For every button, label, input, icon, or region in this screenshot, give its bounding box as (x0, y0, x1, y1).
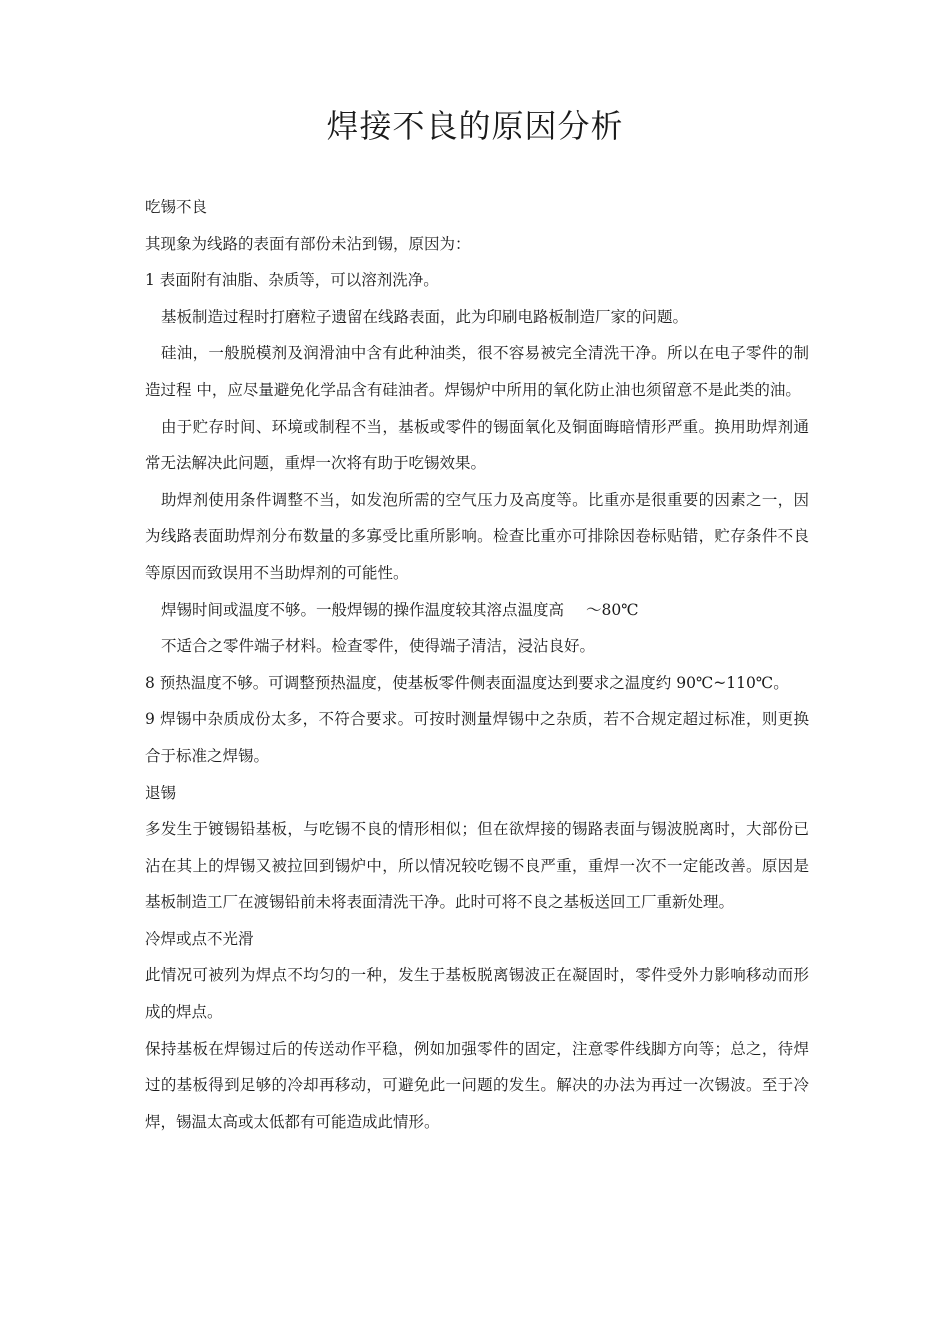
section-heading-poor-wetting: 吃锡不良 (145, 198, 208, 216)
list-item-6-temperature: ～80℃ (586, 600, 639, 619)
list-item-5: 助焊剂使用条件调整不当，如发泡所需的空气压力及高度等。比重亦是很重要的因素之一，因为线路表面助焊剂分布数量的多寡受比重所影响。检查比重亦可排除因卷标贴错，贮存条件不良等原因而致误用不当助焊剂的可能性。 (145, 490, 809, 582)
document-body (145, 189, 809, 1140)
list-item-6 (145, 592, 809, 629)
document-title: 焊接不良的原因分析 (326, 107, 624, 145)
paragraph-dewetting: 多发生于镀锡铅基板，与吃锡不良的情形相似；但在欲焊接的锡路表面与锡波脱离时，大部份已沾在其上的焊锡又被拉回到锡炉中，所以情况较吃锡不良严重，重焊一次不一定能改善。原因是基板制造工厂在渡锡铅前未将表面清洗干净。此时可将不良之基板送回工厂重新处理。 (145, 820, 809, 912)
list-item-6-text: 焊锡时间或温度不够。一般焊锡的操作温度较其溶点温度高 (161, 600, 565, 619)
list-item-3: 硅油，一般脱模剂及润滑油中含有此种油类，很不容易被完全清洗干净。所以在电子零件的制造过程 中，应尽量避免化学品含有硅油者。焊锡炉中所用的氧化防止油也须留意不是此类的油。 (145, 344, 809, 399)
paragraph-cold-solder-1: 此情况可被列为焊点不均匀的一种，发生于基板脱离锡波正在凝固时，零件受外力影响移动而形成的焊点。 (145, 966, 809, 1022)
list-item-4: 由于贮存时间、环境或制程不当，基板或零件的锡面氧化及铜面晦暗情形严重。换用助焊剂通常无法解决此问题，重焊一次将有助于吃锡效果。 (145, 417, 809, 473)
list-item-7: 不适合之零件端子材料。检查零件，使得端子清洁，浸沾良好。 (161, 637, 596, 656)
section-heading-cold-solder: 冷焊或点不光滑 (145, 929, 254, 948)
list-item-9: 9 焊锡中杂质成份太多，不符合要求。可按时测量焊锡中之杂质，若不合规定超过标准，则更换合于标准之焊锡。 (145, 710, 809, 765)
paragraph-cold-solder-2: 保持基板在焊锡过后的传送动作平稳，例如加强零件的固定，注意零件线脚方向等；总之，待焊过的基板得到足够的冷却再移动，可避免此一问题的发生。解决的办法为再过一次锡波。至于冷焊，锡温太高或太低都有可能造成此情形。 (145, 1039, 809, 1131)
list-item-2: 基板制造过程时打磨粒子遗留在线路表面，此为印刷电路板制造厂家的问题。 (161, 307, 689, 326)
list-item-1: 1 表面附有油脂、杂质等，可以溶剂洗净。 (145, 271, 439, 290)
section-heading-dewetting: 退锡 (145, 783, 177, 802)
list-item-8: 8 预热温度不够。可调整预热温度，使基板零件侧表面温度达到要求之温度约 90℃~110℃。 (145, 673, 789, 692)
paragraph-intro: 其现象为线路的表面有部份未沾到锡，原因为： (145, 234, 471, 253)
